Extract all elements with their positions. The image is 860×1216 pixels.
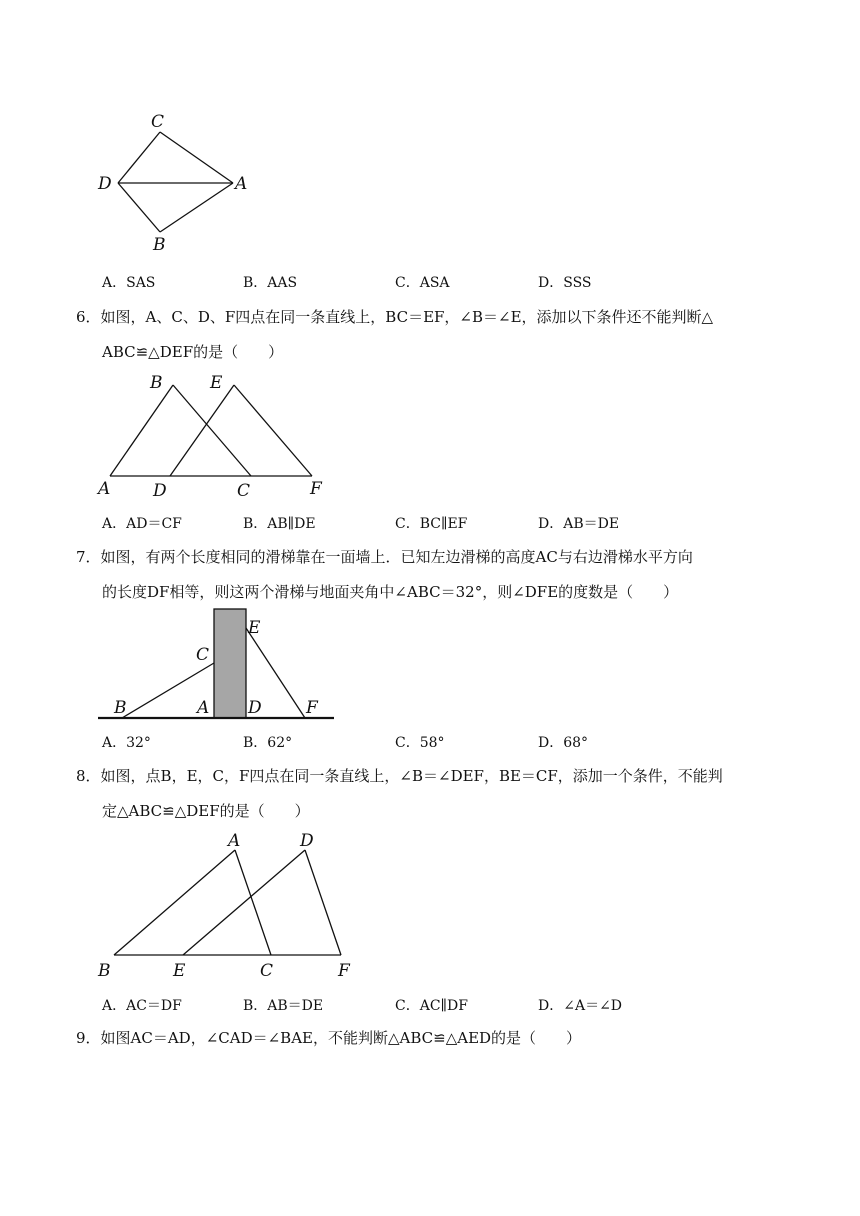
q6-stem-line1: 6．如图，A、C、D、F四点在同一条直线上，BC＝EF，∠B＝∠E，添加以下条件还不能判断△ [76, 308, 714, 326]
q5-option-b[interactable]: B．AAS [243, 275, 298, 291]
q5-option-c[interactable]: C．ASA [395, 275, 450, 291]
q5-label-b: B [153, 235, 166, 255]
q7-option-b[interactable]: B．62° [243, 735, 293, 751]
q7-label-b: B [114, 698, 127, 718]
q7-stem [76, 540, 786, 610]
q8-triangle-lines [114, 850, 341, 955]
q8-label-e: E [173, 961, 186, 981]
q8-label-d: D [300, 831, 314, 851]
q6-figure [90, 368, 350, 503]
q8-label-b: B [98, 961, 111, 981]
q8-label-a: A [228, 831, 241, 851]
q5-label-a: A [235, 174, 248, 194]
q5-option-d[interactable]: D．SSS [538, 275, 592, 291]
q7-option-d[interactable]: D．68° [538, 735, 589, 751]
q5-label-d: D [98, 174, 112, 194]
q7-label-d: D [248, 698, 262, 718]
q8-label-f: F [338, 961, 350, 981]
q5-figure [90, 105, 260, 260]
q7-label-a: A [197, 698, 210, 718]
q8-option-c[interactable]: C．AC∥DF [395, 998, 468, 1014]
q6-stem-line2: ABC≌△DEF的是（ ） [102, 343, 284, 361]
q6-label-f: F [310, 479, 322, 499]
q9-stem [76, 1021, 786, 1056]
q8-figure [90, 827, 370, 987]
q5-label-c: C [151, 112, 165, 132]
q8-option-a[interactable]: A．AC＝DF [102, 998, 182, 1014]
q5-option-a[interactable]: A．SAS [102, 275, 156, 291]
q6-triangle-lines [110, 385, 312, 476]
q6-label-c: C [237, 481, 251, 501]
q7-stem-line2: 的长度DF相等，则这两个滑梯与地面夹角中∠ABC＝32°，则∠DFE的度数是（ ） [102, 583, 679, 601]
q6-option-a[interactable]: A．AD＝CF [102, 516, 182, 532]
q6-option-c[interactable]: C．BC∥EF [395, 516, 468, 532]
q6-label-b: B [150, 373, 163, 393]
q7-wall [214, 609, 246, 718]
q6-stem [76, 300, 786, 370]
q8-option-d[interactable]: D．∠A＝∠D [538, 998, 623, 1014]
q6-label-d: D [153, 481, 167, 501]
q8-stem-line1: 8．如图，点B，E，C，F四点在同一条直线上，∠B＝∠DEF，BE＝CF，添加一个条件，不能判 [76, 767, 723, 785]
q6-option-d[interactable]: D．AB＝DE [538, 516, 620, 532]
q8-label-c: C [260, 961, 274, 981]
q6-option-b[interactable]: B．AB∥DE [243, 516, 316, 532]
q5-kite-lines [118, 132, 233, 232]
q7-option-c[interactable]: C．58° [395, 735, 445, 751]
q7-figure [90, 603, 350, 728]
q8-stem [76, 759, 786, 829]
q8-stem-line2: 定△ABC≌△DEF的是（ ） [102, 802, 310, 820]
q8-option-b[interactable]: B．AB＝DE [243, 998, 324, 1014]
q7-label-c: C [196, 645, 210, 665]
q7-option-a[interactable]: A．32° [102, 735, 151, 751]
q7-label-f: F [306, 698, 318, 718]
q7-stem-line1: 7．如图，有两个长度相同的滑梯靠在一面墙上．已知左边滑梯的高度AC与右边滑梯水平方向 [76, 548, 693, 566]
q6-label-e: E [210, 373, 223, 393]
q6-label-a: A [98, 479, 111, 499]
q9-stem-line1: 9．如图AC＝AD，∠CAD＝∠BAE，不能判断△ABC≌△AED的是（ ） [76, 1029, 582, 1047]
q7-label-e: E [248, 618, 261, 638]
